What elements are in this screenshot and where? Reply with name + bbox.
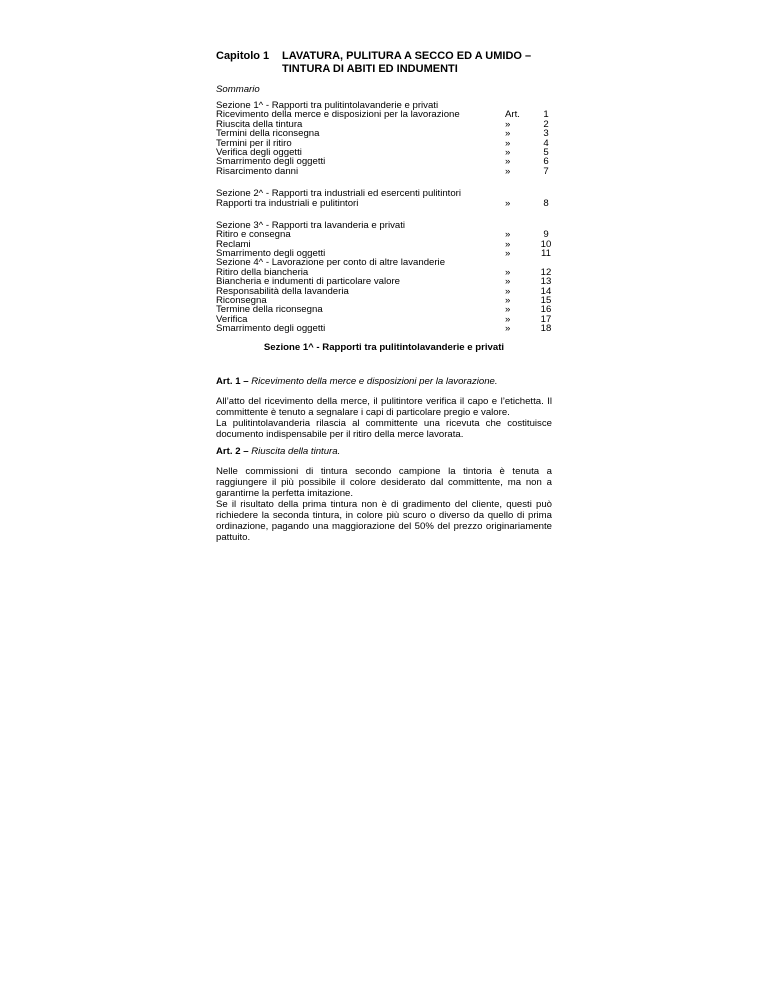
toc-entry-marker: » xyxy=(505,137,511,149)
toc-entry-article-number: 6 xyxy=(543,156,549,168)
toc-entry-title: Risarcimento danni xyxy=(216,165,299,177)
toc-entry-marker: » xyxy=(505,128,511,140)
section-1-heading: Sezione 1^ - Rapporti tra pulitintolavanderie e privati xyxy=(263,342,505,353)
toc-block-sections-3-4 xyxy=(216,221,552,334)
toc-entry-marker: » xyxy=(505,304,511,316)
chapter-title-line-2: TINTURA DI ABITI ED INDUMENTI xyxy=(282,63,458,75)
toc-entry-title: Smarrimento degli oggetti xyxy=(216,323,326,335)
toc-entry-marker: Art. xyxy=(505,109,520,121)
toc-entry-title: Termini per il ritiro xyxy=(216,137,292,149)
toc-entry-marker: » xyxy=(505,248,511,260)
toc-entry-title: Riconsegna xyxy=(216,295,267,307)
toc-block-section-2 xyxy=(216,189,552,208)
toc-entry-title: Biancheria e indumenti di particolare valore xyxy=(216,276,400,288)
toc-entry-article-number: 14 xyxy=(540,285,552,297)
chapter-title xyxy=(282,50,531,76)
toc-entry-article-number-cell xyxy=(522,324,552,333)
article-1-body xyxy=(216,396,552,440)
article-1-paragraph: All’atto del ricevimento della merce, il pulitintore verifica il capo e l’etichetta. Il committente è tenuto a segnalare i capi di particolare pregio e valore. xyxy=(216,396,552,418)
toc-entry-article-number: 1 xyxy=(543,109,549,121)
toc-entry-article-number: 13 xyxy=(540,276,552,288)
article-1-title: Ricevimento della merce e disposizioni per la lavorazione. xyxy=(251,376,498,387)
article-1-paragraph: La pulitintolavanderia rilascia al committente una ricevuta che costituisce documento indispensabile per il ritiro della merce lavorata. xyxy=(216,418,552,440)
toc-entry-title: Rapporti tra industriali e pulitintori xyxy=(216,197,359,209)
toc-entry-article-number: 10 xyxy=(540,238,552,250)
article-2-heading xyxy=(216,446,552,457)
toc-entry-marker: » xyxy=(505,156,511,168)
article-2-paragraph: Se il risultato della prima tintura non è di gradimento del cliente, questi può richiedere la seconda tintura, in colore più scuro o diverso da quello di prima ordinazione, pagando una maggiorazione del 50% del prezzo originariamente pattuito. xyxy=(216,499,552,543)
toc-entry-article-number: 3 xyxy=(543,128,549,140)
toc-entry-marker: » xyxy=(505,323,511,335)
chapter-title-line-1: LAVATURA, PULITURA A SECCO ED A UMIDO – xyxy=(282,50,532,62)
toc-entry-title: Verifica degli oggetti xyxy=(216,146,302,158)
toc-entry-title: Sezione 4^ - Lavorazione per conto di altre lavanderie xyxy=(216,257,446,269)
toc-entry-marker: » xyxy=(505,266,511,278)
toc-entry-article-number: 9 xyxy=(543,229,549,241)
article-1 xyxy=(216,376,552,440)
toc-entry-title: Termini della riconsegna xyxy=(216,128,320,140)
toc-entry-title: Smarrimento degli oggetti xyxy=(216,248,326,260)
toc-entry-title: Reclami xyxy=(216,238,251,250)
toc-entry-marker: » xyxy=(505,146,511,158)
toc-entry-marker: » xyxy=(505,229,511,241)
toc-row xyxy=(216,230,552,239)
article-2 xyxy=(216,446,552,543)
toc-entry-marker: » xyxy=(505,313,511,325)
toc-entry-title: Ritiro della biancheria xyxy=(216,266,309,278)
toc-row xyxy=(216,305,552,314)
summary-label: Sommario xyxy=(216,84,260,95)
toc-entry-title: Sezione 2^ - Rapporti tra industriali ed esercenti pulitintori xyxy=(216,188,462,200)
toc-entry-article-number: 11 xyxy=(541,248,551,260)
toc-entry-title: Sezione 3^ - Rapporti tra lavanderia e privati xyxy=(216,219,406,231)
toc-entry-title: Termine della riconsegna xyxy=(216,304,323,316)
toc-entry-title: Ritiro e consegna xyxy=(216,229,291,241)
toc-entry-article-number: 12 xyxy=(540,266,552,278)
article-2-paragraph: Nelle commissioni di tintura secondo campione la tintoria è tenuta a raggiungere il più possibile il colore desiderato dal committente, ma non a garantirne la perfetta imitazione. xyxy=(216,466,552,499)
toc-entry-marker: » xyxy=(505,118,511,130)
toc-row xyxy=(216,324,552,333)
toc-entry-article-number: 15 xyxy=(540,295,552,307)
toc-entry-article-number: 4 xyxy=(543,137,549,149)
toc-entry-marker: » xyxy=(505,165,511,177)
toc-row xyxy=(216,199,552,208)
toc-entry-article-number: 18 xyxy=(540,323,552,335)
toc-entry-article-number: 5 xyxy=(543,146,549,158)
toc-entry-article-number-cell xyxy=(522,167,552,176)
toc-entry-marker: » xyxy=(505,197,511,209)
table-of-contents xyxy=(216,101,552,347)
chapter-label: Capitolo 1 xyxy=(216,50,270,62)
toc-entry-article-number: 7 xyxy=(543,165,549,177)
toc-entry-marker: » xyxy=(505,238,511,250)
toc-entry-article-number: 17 xyxy=(540,313,552,325)
toc-block-section-1 xyxy=(216,101,552,176)
toc-entry-article-number: 2 xyxy=(543,118,549,130)
toc-entry-marker: » xyxy=(505,285,511,297)
toc-entry-title: Riuscita della tintura xyxy=(216,118,303,130)
toc-entry-title: Sezione 1^ - Rapporti tra pulitintolavanderie e privati xyxy=(216,100,439,111)
toc-entry-title: Verifica xyxy=(216,313,248,325)
toc-entry-article-number: 16 xyxy=(540,304,552,316)
toc-entry-article-number-cell xyxy=(522,199,552,208)
article-2-body xyxy=(216,466,552,543)
toc-row xyxy=(216,167,552,176)
toc-entry-title: Responsabilità della lavanderia xyxy=(216,285,349,297)
article-1-label: Art. 1 – xyxy=(216,376,249,387)
toc-entry-title: Smarrimento degli oggetti xyxy=(216,156,326,168)
article-1-heading xyxy=(216,376,552,387)
toc-entry-article-number-cell xyxy=(522,249,552,258)
toc-entry-marker: » xyxy=(505,295,511,307)
toc-entry-title: Ricevimento della merce e disposizioni per la lavorazione xyxy=(216,109,460,121)
toc-entry-article-number: 8 xyxy=(543,197,549,209)
article-2-title: Riuscita della tintura. xyxy=(251,446,341,457)
toc-entry-marker: » xyxy=(505,276,511,288)
article-2-label: Art. 2 – xyxy=(216,446,249,457)
